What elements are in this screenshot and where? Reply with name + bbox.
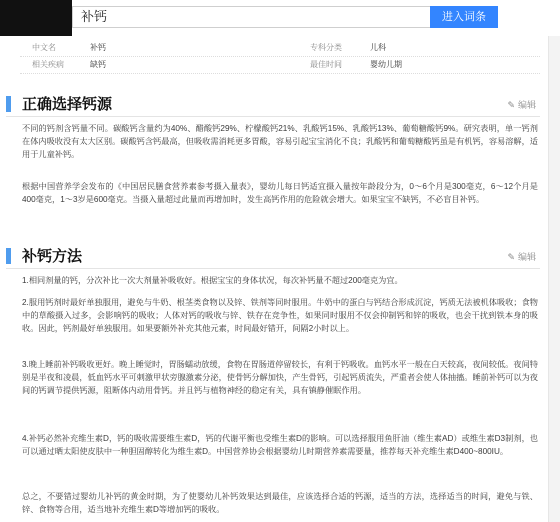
info-row [20,40,540,57]
section-accent-bar [6,96,11,112]
edit-label: 编辑 [517,100,536,110]
search-input[interactable] [72,6,430,28]
info-key: 最佳时间 [310,60,342,69]
info-value: 婴幼儿期 [370,60,402,69]
paragraph: 4.补钙必然补充维生素D，钙的吸收需要维生素D，钙的代谢平衡也受维生素D的影响。可以选择服用鱼肝油（维生素AD）或维生素D3制剂，也可以通过晒太阳使皮肤中一种胆固醇转化为维生素D。中国营养协会根据婴幼儿时期营养素需要量，推荐每天补充维生素D400~800IU。 [22,434,538,456]
edit-label: 编辑 [517,252,536,262]
paragraph: 1.相同剂量的钙，分次补比一次大剂量补吸收好。根据宝宝的身体状况，每次补钙量不超过200毫克为宜。 [22,276,403,285]
paragraph: 根据中国营养学会发布的《中国居民膳食营养素参考摄入量表》，婴幼儿每日钙适宜摄入量按年龄段分为，0～6个月是300毫克，6～12个月是400毫克，1～3岁是600毫克。当摄入量超过此量而再增加时，发生高钙作用的危险就会增大。如果宝宝不缺钙，不必盲目补钙。 [22,182,538,204]
edit-button[interactable] [507,250,536,263]
enter-entry-button[interactable]: 进入词条 [430,6,498,28]
section-title: 补钙方法 [22,248,83,265]
section-heading [6,92,540,117]
info-key: 专科分类 [310,43,342,52]
basic-info-box [20,40,540,76]
paragraph: 2.服用钙剂时最好单独服用，避免与牛奶、根茎类食物以及锌、铁剂等同时服用。牛奶中的蛋白与钙结合形成沉淀，钙质无法被机体吸收；食物中的草酸摄入过多，会影响钙的吸收；人体对钙的吸收与锌、铁存在竞争性，如果同时服用不仅会抑制钙和锌的吸收，也会干扰到铁本身的吸收。因此，钙剂最好单独服用。如果要额外补充其他元素，时间最好错开，间隔2小时以上。 [22,298,538,333]
pencil-icon: ✎ [507,100,515,110]
section-accent-bar [6,248,11,264]
pencil-icon: ✎ [507,252,515,262]
section-title: 正确选择钙源 [22,96,113,113]
site-logo[interactable] [0,0,72,36]
paragraph: 不同的钙剂含钙量不同。碳酸钙含量约为40%、醋酸钙29%、柠檬酸钙21%、乳酸钙15%、乳酸钙13%、葡萄糖酸钙9%。研究表明，单一钙剂在体内吸收没有太大区别。碳酸钙含钙最高，但吸收需消耗更多胃酸，容易引起宝宝消化不良；乳酸钙和葡萄糖酸钙虽是有机钙，容易溶解，适用于儿童补钙。 [22,124,538,159]
info-key: 相关疾病 [32,60,64,69]
edit-button[interactable] [507,98,536,111]
info-value[interactable]: 儿科 [370,43,386,52]
top-search-bar [0,0,560,36]
section-heading [6,244,540,269]
paragraph: 总之，不要错过婴幼儿补钙的黄金时期，为了使婴幼儿补钙效果达到最佳，应该选择合适的钙源，适当的方法，选择适当的时间，避免与铁、锌、食物等合用，适当地补充维生素D等增加钙的吸收。 [22,492,538,514]
info-row [20,57,540,74]
info-value: 补钙 [90,43,106,52]
paragraph: 3.晚上睡前补钙吸收更好。晚上睡觉时，胃肠蠕动放缓，食物在胃肠道停留较长，有利于钙吸收。血钙水平一般在白天较高，夜间较低。夜间特别是半夜和凌晨，低血钙水平可刺激甲状旁腺激素分泌，使骨钙分解加快，产生骨钙，引起钙质流失，严重者会使人体抽搐。睡前补钙可以为夜间的钙调节提供钙源，阻断体内动用骨钙。并且钙与植物神经的稳定有关，具有镇静催眠作用。 [22,360,538,395]
vertical-scrollbar[interactable] [548,36,560,522]
info-value[interactable]: 缺钙 [90,60,106,69]
info-key: 中文名 [32,43,56,52]
